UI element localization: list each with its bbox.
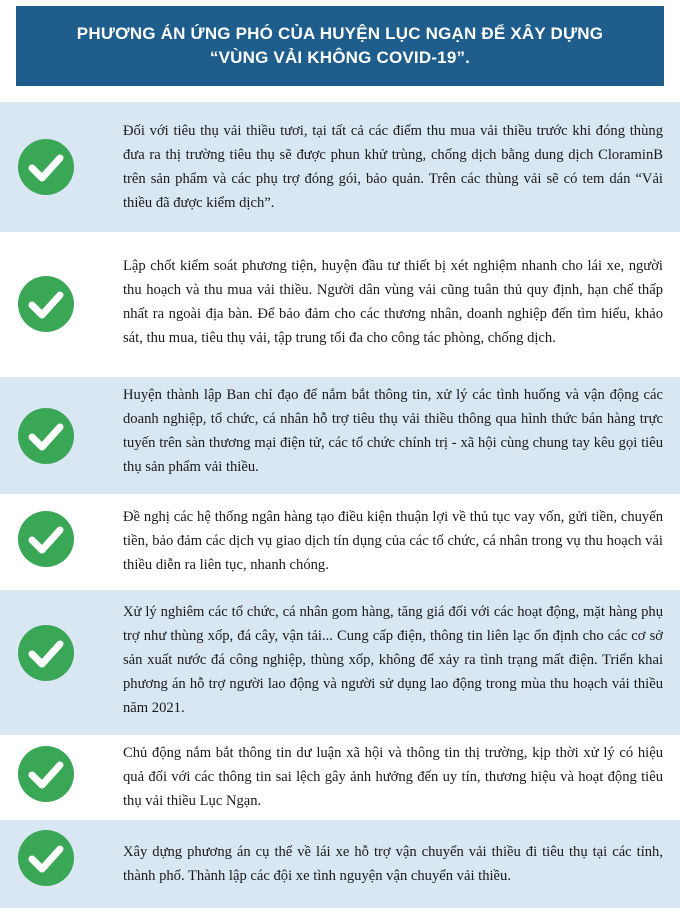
item-text: Đối với tiêu thụ vải thiều tươi, tại tất cả các điểm thu mua vải thiều trước khi đóng thùng đưa ra thị trường tiêu thụ sẽ được phun khử trùng, chống dịch bằng dung dịch CloraminB trên sản phẩm và các phụ trợ đóng gói, bảo quản. Trên các thùng vải sẽ có tem dán “Vải thiều đã được kiểm dịch”. <box>123 123 663 211</box>
list-item <box>0 820 680 908</box>
header-banner <box>16 6 664 86</box>
header-title-line-2: “VÙNG VẢI KHÔNG COVID-19”. <box>209 48 471 67</box>
check-icon <box>18 830 74 886</box>
check-icon <box>18 139 74 195</box>
list-item <box>0 735 680 820</box>
item-text: Lập chốt kiểm soát phương tiện, huyện đầu tư thiết bị xét nghiệm nhanh cho lái xe, người thu hoạch và thu mua vải thiều. Người dân vùng vải cũng tuân thủ quy định, hạn chế thấp nhất ra ngoài địa bàn. Để bảo đảm cho các thương nhân, doanh nghiệp đến tìm hiểu, khảo sát, thu mua, tiêu thụ vải, tập trung tối đa cho công tác phòng, chống dịch. <box>123 258 663 346</box>
item-text: Huyện thành lập Ban chỉ đạo để nắm bắt thông tin, xử lý các tình huống và vận động các doanh nghiệp, tổ chức, cá nhân hỗ trợ tiêu thụ vải thiều thông qua hình thức bán hàng trực tuyến trên sàn thương mại điện tử, các tổ chức chính trị - xã hội cùng chung tay kêu gọi tiêu thụ sản phẩm vải thiều. <box>123 387 663 475</box>
check-icon <box>18 625 74 681</box>
item-text: Xử lý nghiêm các tổ chức, cá nhân gom hàng, tăng giá đối với các hoạt động, mặt hàng phụ trợ như thùng xốp, đá cây, vận tải... Cung cấp điện, thông tin liên lạc ổn định cho các cơ sở sản xuất nước đá công nghiệp, thùng xốp, không để xảy ra tình trạng mất điện. Triển khai phương án hỗ trợ người lao động và người sử dụng lao động trong mùa thu hoạch vải thiều năm 2021. <box>123 604 663 716</box>
list-item <box>0 494 680 590</box>
check-icon <box>18 746 74 802</box>
list-item <box>0 232 680 377</box>
list-item <box>0 377 680 494</box>
list-item <box>0 590 680 735</box>
check-icon <box>18 408 74 464</box>
list-item <box>0 102 680 232</box>
check-icon <box>18 276 74 332</box>
item-text: Đề nghị các hệ thống ngân hàng tạo điều kiện thuận lợi về thủ tục vay vốn, gửi tiền, chuyển tiền, bảo đảm các dịch vụ giao dịch tín dụng của các tổ chức, cá nhân trong vụ thu hoạch vải thiều diễn ra liên tục, nhanh chóng. <box>123 509 663 573</box>
check-icon <box>18 511 74 567</box>
item-text: Xây dựng phương án cụ thể về lái xe hỗ trợ vận chuyển vải thiều đi tiêu thụ tại các tỉnh, thành phố. Thành lập các đội xe tình nguyện vận chuyển vải thiều. <box>123 844 663 884</box>
header-title-line-1: PHƯƠNG ÁN ỨNG PHÓ CỦA HUYỆN LỤC NGẠN ĐỂ XÂY DỰNG <box>76 24 604 43</box>
item-text: Chủ động nắm bắt thông tin dư luận xã hội và thông tin thị trường, kịp thời xử lý có hiệu quả đối với các thông tin sai lệch gây ảnh hưởng đến uy tín, thương hiệu và hoạt động tiêu thụ vải thiều Lục Ngạn. <box>123 745 663 809</box>
